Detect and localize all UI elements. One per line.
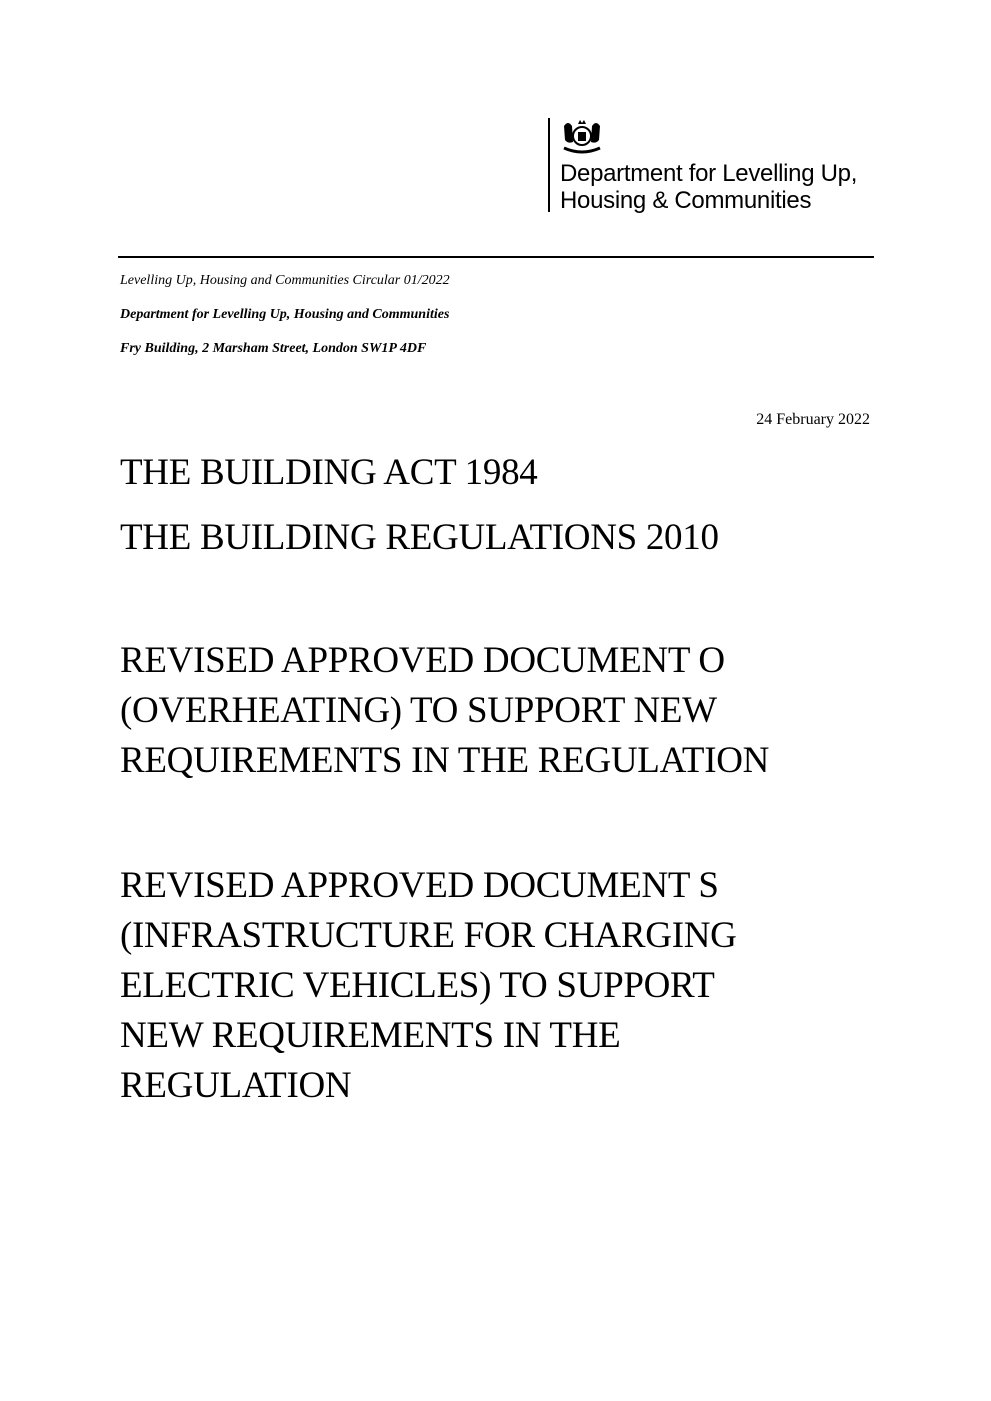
title-line: (INFRASTRUCTURE FOR CHARGING (120, 915, 737, 956)
header-rule (118, 256, 874, 258)
title-building-regulations: THE BUILDING REGULATIONS 2010 (120, 517, 719, 558)
royal-coat-of-arms-icon (558, 116, 606, 156)
department-address: Fry Building, 2 Marsham Street, London SW1P 4DF (120, 341, 427, 356)
title-building-act: THE BUILDING ACT 1984 (120, 452, 538, 493)
title-line: REGULATION (120, 1065, 352, 1106)
logo-divider (548, 118, 550, 212)
circular-reference: Levelling Up, Housing and Communities Circular 01/2022 (120, 273, 450, 288)
title-line: REVISED APPROVED DOCUMENT O (120, 640, 725, 681)
department-name: Department for Levelling Up, Housing and Communities (120, 307, 450, 322)
document-date: 24 February 2022 (756, 411, 870, 428)
title-line: ELECTRIC VEHICLES) TO SUPPORT (120, 965, 715, 1006)
logo-line-1: Department for Levelling Up, (560, 160, 858, 187)
logo-line-2: Housing & Communities (560, 187, 812, 214)
title-line: NEW REQUIREMENTS IN THE (120, 1015, 621, 1056)
title-line: REVISED APPROVED DOCUMENT S (120, 865, 719, 906)
department-logo-text (560, 160, 857, 214)
title-document-s (120, 861, 737, 1111)
title-line: REQUIREMENTS IN THE REGULATION (120, 740, 770, 781)
title-line: (OVERHEATING) TO SUPPORT NEW (120, 690, 717, 731)
title-document-o (120, 636, 769, 786)
